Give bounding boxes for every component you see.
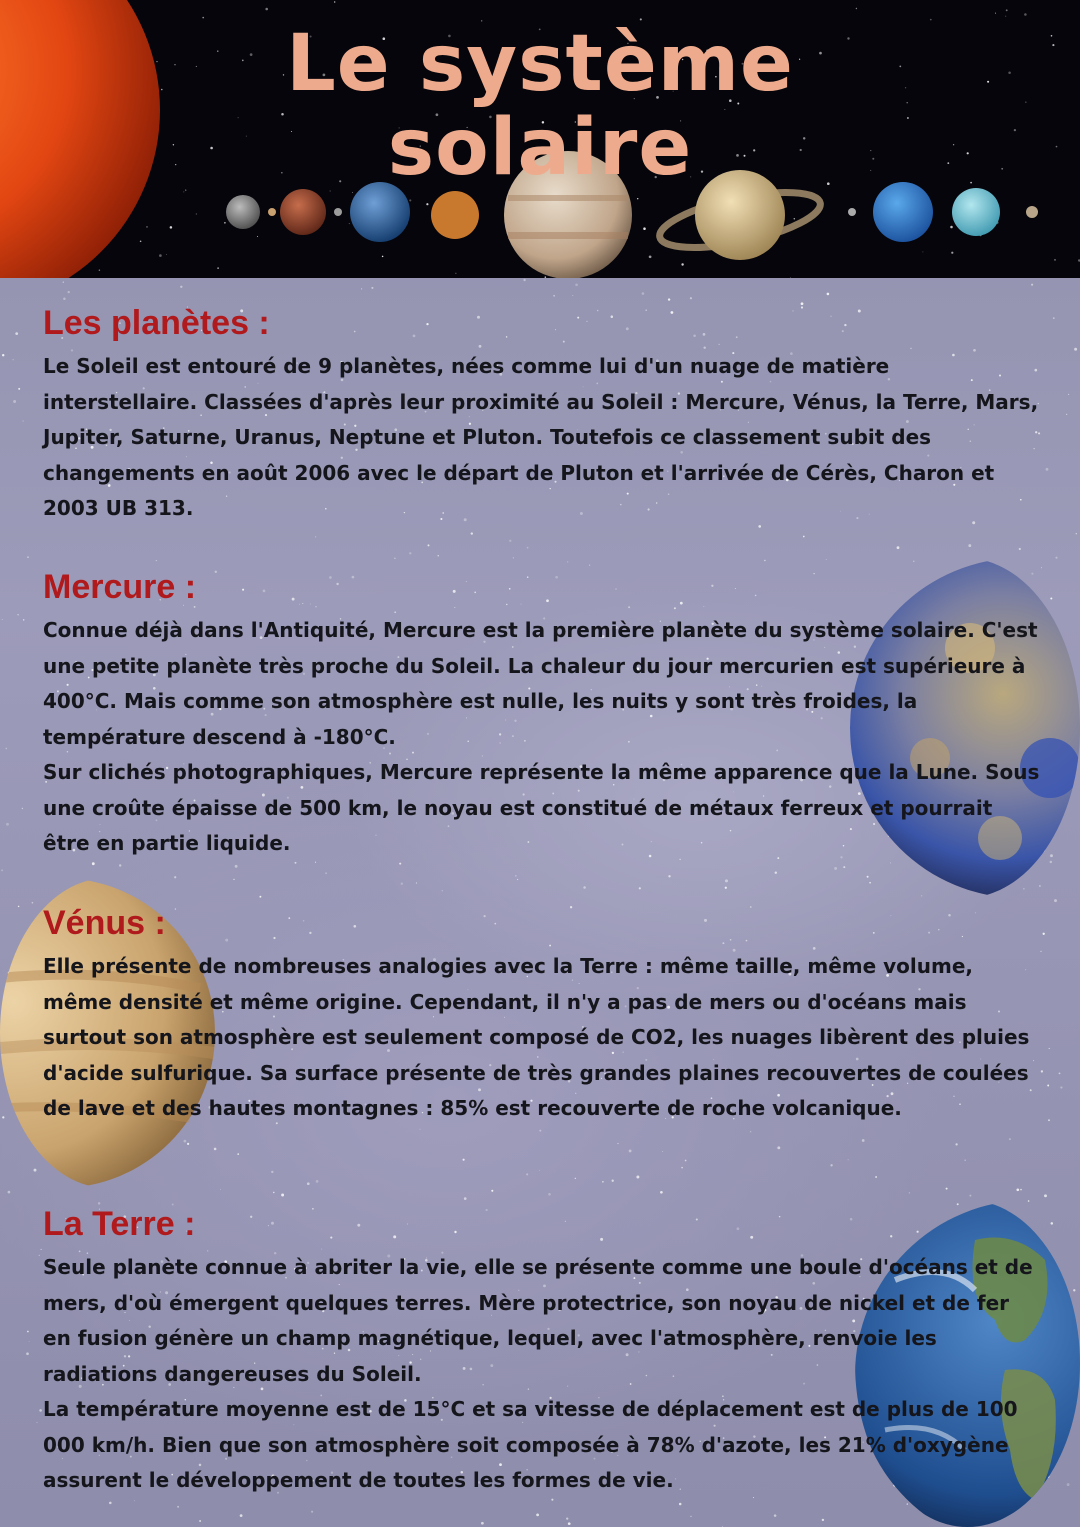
section-body: Elle présente de nombreuses analogies avec la Terre : même taille, même volume, même densité et même origine. Cependant, il n'y a pas de mers ou d'océans mais surtout son atmosphère est seulement composé de CO2, les nuages libèrent des pluies d'acide sulfurique. Sa surface présente de très grandes plaines recouvertes de coulées de lave et des hautes montagnes : 85% est recouverte de roche volcanique. [43,954,1030,1120]
title-line-2: solaire [387,103,693,193]
section-terre [43,1204,1043,1499]
mars-small-icon [280,189,326,235]
venus-small-icon [268,208,276,216]
section-mercure [43,567,1043,862]
section-heading: Les planètes : [43,304,270,342]
title-line-1: Le système [286,19,794,109]
header-banner [0,0,1080,278]
page-title [160,19,920,193]
pluto-icon [1026,206,1038,218]
section-venus [43,903,1043,1127]
section-heading: Vénus : [43,904,166,942]
section-body: Connue déjà dans l'Antiquité, Mercure est la première planète du système solaire. C'est une petite planète très proche du Soleil. La chaleur du jour mercurien est supérieure à 400°C. Mais comme son atmosphère est nulle, les nuits y sont très froides, la température descend à -180°C. Sur clichés photographiques, Mercure représente la même apparence que la Lune. Sous une croûte épaisse de 500 km, le noyau est constitué de métaux ferreux et pourrait être en partie liquide. [43,618,1040,855]
moon-small-icon [334,208,342,216]
section-body: Le Soleil est entouré de 9 planètes, nées comme lui d'un nuage de matière interstellaire. Classées d'après leur proximité au Soleil : Mercure, Vénus, la Terre, Mars, Jupiter, Saturne, Uranus, Neptune et Pluton. Toutefois ce classement subit des changements en août 2006 avec le départ de Pluton et l'arrivée de Cérès, Charon et 2003 UB 313. [43,354,1039,520]
section-body: Seule planète connue à abriter la vie, elle se présente comme une boule d'océans et de mers, d'où émergent quelques terres. Mère protectrice, son noyau de nickel et de fer en fusion génère un champ magnétique, lequel, avec l'atmosphère, renvoie les radiations dangereuses du Soleil. La température moyenne est de 15°C et sa vitesse de déplacement est de plus de 100 000 km/h. Bien que son atmosphère soit composée à 78% d'azote, les 21% d'oxygène assurent le développement de toutes les formes de vie. [43,1255,1033,1492]
mercury-small-icon [226,195,260,229]
section-planetes [43,303,1043,527]
section-heading: La Terre : [43,1205,196,1243]
sun-icon [0,0,160,278]
uranus-icon [952,188,1000,236]
section-heading: Mercure : [43,568,197,606]
neptune-icon [873,182,933,242]
orange-planet-icon [431,191,479,239]
uranus-small-icon [848,208,856,216]
